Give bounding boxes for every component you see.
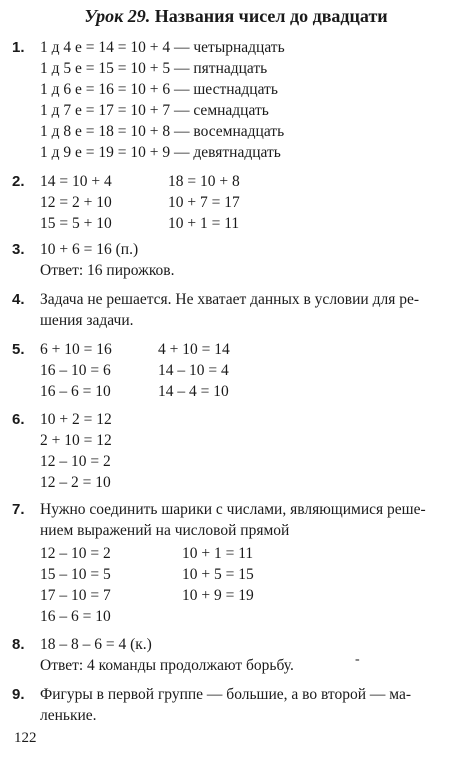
task2-equation: 14 = 10 + 4 xyxy=(40,173,112,190)
task1-line: 1 д 7 е = 17 = 10 + 7 — семнадцать xyxy=(40,102,269,119)
task2-equation: 18 = 10 + 8 xyxy=(168,173,240,190)
task1-line: 1 д 6 е = 16 = 10 + 6 — шестнадцать xyxy=(40,81,278,98)
task1-line: 1 д 9 е = 19 = 10 + 9 — девятнадцать xyxy=(40,144,281,161)
task5-equation: 4 + 10 = 14 xyxy=(158,341,230,358)
task8-solution: 18 – 8 – 6 = 4 (к.) xyxy=(40,636,152,653)
task2-equation: 10 + 7 = 17 xyxy=(168,194,240,211)
task4-text: шения задачи. xyxy=(40,312,134,329)
task5-equation: 16 – 6 = 10 xyxy=(40,383,111,400)
task3-solution: 10 + 6 = 16 (п.) xyxy=(40,241,139,258)
task9-text: ленькие. xyxy=(40,707,97,724)
lesson-topic: Названия чисел до двадцати xyxy=(154,6,388,26)
task4-text: Задача не решается. Не хватает данных в условии для ре- xyxy=(40,291,420,308)
task-number: 3. xyxy=(12,241,25,258)
task-number: 7. xyxy=(12,501,25,518)
task6-equation: 12 – 10 = 2 xyxy=(40,453,111,470)
task-number: 2. xyxy=(12,173,25,190)
task-number: 1. xyxy=(12,39,25,56)
page-number: 122 xyxy=(14,730,37,746)
task7-equation: 10 + 1 = 11 xyxy=(182,545,254,562)
task2-equation: 15 = 5 + 10 xyxy=(40,215,112,232)
task7-text: Нужно соединить шарики с числами, являющимися реше- xyxy=(40,501,426,518)
task7-equation: 10 + 5 = 15 xyxy=(182,566,254,583)
page-title xyxy=(0,6,472,27)
task6-equation: 12 – 2 = 10 xyxy=(40,474,111,491)
task5-equation: 14 – 10 = 4 xyxy=(158,362,229,379)
task7-equation: 10 + 9 = 19 xyxy=(182,587,254,604)
task2-equation: 12 = 2 + 10 xyxy=(40,194,112,211)
task6-equation: 10 + 2 = 12 xyxy=(40,411,112,428)
task5-equation: 16 – 10 = 6 xyxy=(40,362,111,379)
task-number: 4. xyxy=(12,291,25,308)
task5-equation: 6 + 10 = 16 xyxy=(40,341,112,358)
task5-equation: 14 – 4 = 10 xyxy=(158,383,229,400)
task7-equation: 16 – 6 = 10 xyxy=(40,608,111,625)
task1-line: 1 д 4 е = 14 = 10 + 4 — четырнадцать xyxy=(40,39,285,56)
task7-equation: 15 – 10 = 5 xyxy=(40,566,111,583)
task-number: 6. xyxy=(12,411,25,428)
task6-equation: 2 + 10 = 12 xyxy=(40,432,112,449)
task7-text: нием выражений на числовой прямой xyxy=(40,522,290,539)
task7-equation: 17 – 10 = 7 xyxy=(40,587,111,604)
task-number: 9. xyxy=(12,686,25,703)
task1-line: 1 д 8 е = 18 = 10 + 8 — восемнадцать xyxy=(40,123,285,140)
task9-text: Фигуры в первой группе — большие, а во второй — ма- xyxy=(40,686,412,703)
task-number: 5. xyxy=(12,341,25,358)
task3-answer: Ответ: 16 пирожков. xyxy=(40,262,175,279)
task7-equation: 12 – 10 = 2 xyxy=(40,545,111,562)
lesson-label: Урок 29. xyxy=(84,6,151,26)
task2-equation: 10 + 1 = 11 xyxy=(168,215,240,232)
task8-answer: Ответ: 4 команды продолжают борьбу. xyxy=(40,657,294,674)
task-number: 8. xyxy=(12,636,25,653)
task1-line: 1 д 5 е = 15 = 10 + 5 — пятнадцать xyxy=(40,60,268,77)
stray-mark: - xyxy=(355,652,360,667)
